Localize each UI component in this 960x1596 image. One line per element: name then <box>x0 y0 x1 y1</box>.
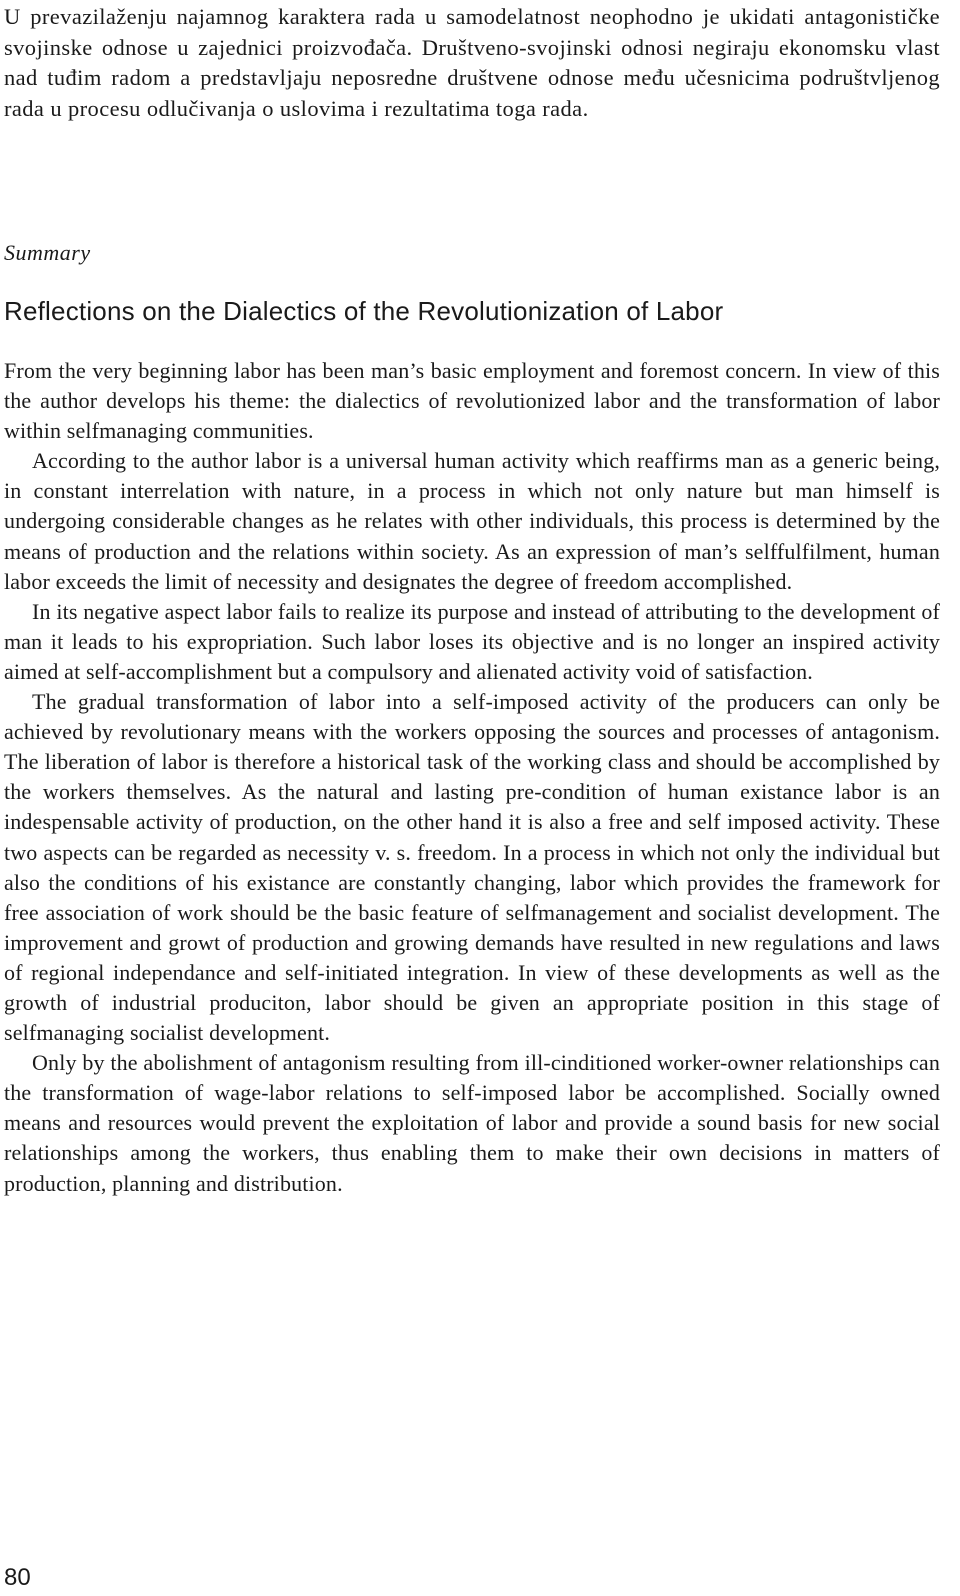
summary-paragraph-1: From the very beginning labor has been man’s basic employment and foremost concern. In view of this the author develops his theme: the dialectics of revolutionized labor and the transformation of labor within selfmanaging communities. <box>4 358 940 444</box>
summary-paragraph-4: The gradual transformation of labor into a self-imposed activity of the producers can only be achieved by revolutionary means with the workers opposing the sources and processes of antagonism. The liberation of labor is therefore a historical task of the working class and should be accomplished by the workers themselves. As the natural and lasting pre-condition of human existance labor is an indespensable activity of production, on the other hand it is also a free and self imposed activity. These two aspects can be regarded as necessity v. s. freedom. In a process in which not only the individual but also the conditions of his existance are constantly changing, labor which provides the framework for free association of work should be the basic feature of selfmanagement and socialist development. The improvement and growt of production and growing demands have resulted in new regulations and laws of regional independance and self-initiated integration. In view of these developments as well as the growth of industrial produciton, labor should be given an appropriate position in this stage of selfmanaging socialist development. <box>4 689 940 1046</box>
summary-body <box>4 356 940 1199</box>
intro-paragraph: U prevazilaženju najamnog karaktera rada u samodelatnost neophodno je ukidati antagonističke svojinske odnose u zajednici proizvođača. Društveno-svojinski odnosi negiraju ekonomsku vlast nad tuđim radom a predstavljaju neposredne društvene odnose među učesnicima podruštvljenog rada u procesu odlučivanja o uslovima i rezultatima toga rada. <box>4 4 940 121</box>
summary-paragraph-3: In its negative aspect labor fails to realize its purpose and instead of attributing to the development of man it leads to his expropriation. Such labor loses its objective and is no longer an inspired activity aimed at self-accomplishment but a compulsory and alienated activity void of satisfaction. <box>4 598 940 684</box>
summary-label: Summary <box>4 240 91 265</box>
summary-title: Reflections on the Dialectics of the Revolutionization of Labor <box>4 296 724 326</box>
page-number: 80 <box>4 1564 31 1591</box>
summary-paragraph-5: Only by the abolishment of antagonism resulting from ill-cinditioned worker-owner relationships can the transformation of wage-labor relations to self-imposed labor be accomplished. Socially owned means and resources would prevent the exploitation of labor and provide a sound basis for new social relationships among the workers, thus enabling them to make their own decisions in matters of production, planning and distribution. <box>4 1050 940 1196</box>
summary-paragraph-2: According to the author labor is a universal human activity which reaffirms man as a generic being, in constant interrelation with nature, in a process in which not only nature but man himself is undergoing considerable changes as he relates with other individuals, this process is determined by the means of production and the relations within society. As an expression of man’s selffulfilment, human labor exceeds the limit of necessity and designates the degree of freedom accomplished. <box>4 448 940 594</box>
